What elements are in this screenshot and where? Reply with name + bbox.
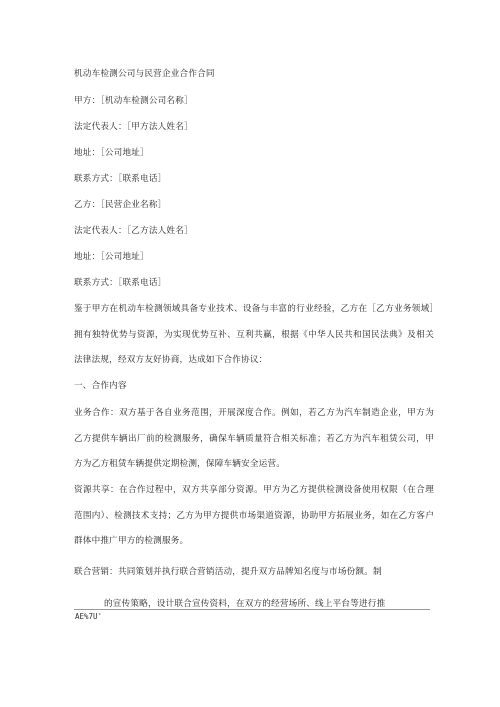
party-a-name: 甲方：［机动车检测公司名称］ [74,96,193,106]
divider-line [74,609,430,610]
party-a-address: 地址：［公司地址］ [74,148,149,158]
party-a-contact: 联系方式：［联系电话］ [74,174,167,184]
preamble-paragraph: 鉴于甲方在机动车检测领域具备专业技术、设备与丰富的行业经验，乙方在［乙方业务领域］拥有独特优势与资源，为实现优势互补、互利共赢，根据《中华人民共和国民法典》及相关法律法规，经双方友好协商，达成如下合作协议： [74,304,434,365]
business-cooperation-paragraph: 业务合作：双方基于各自业务范围，开展深度合作。例如，若乙方为汽车制造企业，甲方为乙方提供车辆出厂前的检测服务，确保车辆质量符合相关标准；若乙方为汽车租赁公司，甲方为乙方租赁车辆提供定期检测，保障车辆安全运营。 [74,408,434,469]
footer-garbled-text: AE%7U' [75,612,103,621]
resource-sharing-paragraph: 资源共享：在合作过程中，双方共享部分资源。甲方为乙方提供检测设备使用权限（在合理范围内）、检测技术支持；乙方为甲方提供市场渠道资源，协助甲方拓展业务，如在乙方客户群体中推广甲方的检测服务。 [74,485,434,546]
joint-marketing-paragraph: 联合营销：共同策划并执行联合营销活动，提升双方品牌知名度与市场份额。制 [74,567,382,577]
party-b-address: 地址：［公司地址］ [74,252,149,262]
party-b-name: 乙方：［民营企业名称］ [74,200,167,210]
continuation-line: 的宣传策略，设计联合宣传资料，在双方的经营场所、线上平台等进行推 [104,599,386,609]
document-title: 机动车检测公司与民营企业合作合同 [74,69,215,79]
party-b-representative: 法定代表人：［乙方法人姓名］ [74,226,193,236]
party-a-representative: 法定代表人：［甲方法人姓名］ [74,122,193,132]
party-b-contact: 联系方式：［联系电话］ [74,278,167,288]
section-heading: 一、合作内容 [74,381,127,391]
